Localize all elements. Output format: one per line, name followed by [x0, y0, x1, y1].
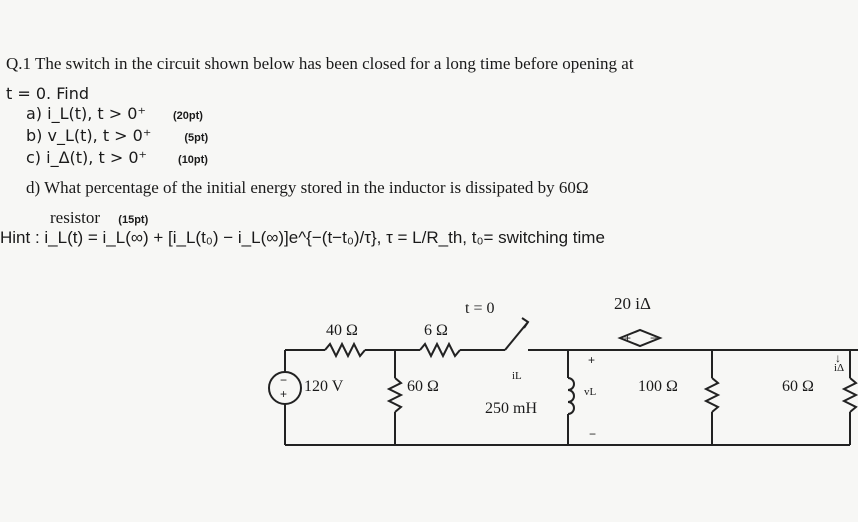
part-a-points: (20pt) — [173, 110, 203, 122]
r2-label: 6 Ω — [424, 322, 448, 339]
part-a-expr: i_L(t), t > 0⁺ — [47, 104, 146, 123]
resistor-6-ohm — [420, 344, 460, 356]
resistor-40-ohm — [325, 344, 365, 356]
svg-text:+: + — [624, 331, 632, 345]
part-d-points: (15pt) — [118, 214, 149, 226]
part-b-expr: v_L(t), t > 0⁺ — [47, 126, 152, 145]
idelta-label: iΔ — [834, 362, 845, 374]
part-c-points: (10pt) — [178, 154, 208, 166]
inductor-label: 250 mH — [485, 400, 537, 417]
part-b-points: (5pt) — [184, 132, 209, 144]
vl-label: vL — [584, 386, 597, 398]
part-c-label: c) — [26, 148, 42, 167]
svg-text:+: + — [588, 353, 596, 367]
part-c-expr: i_Δ(t), t > 0⁺ — [46, 148, 147, 167]
part-b-label: b) — [26, 126, 43, 145]
part-d-expr: What percentage of the initial energy stored in the inductor is dissipated by 60Ω — [44, 178, 589, 197]
hint: Hint : i_L(t) = i_L(∞) + [i_L(t₀) − i_L(∞)]e^{−(t−t₀)/τ}, τ = L/R_th, t₀= switching time — [0, 228, 605, 247]
part-d-label: d) — [26, 178, 41, 197]
switch-label: t = 0 — [465, 300, 495, 317]
resistor-60-ohm-left — [389, 378, 401, 412]
question-line-1: Q.1 The switch in the circuit shown below has been closed for a long time before opening at — [6, 54, 634, 73]
resistor-100-ohm — [706, 378, 718, 412]
svg-text:−: − — [280, 373, 288, 387]
il-label: iL — [512, 370, 522, 382]
r3-label: 60 Ω — [407, 378, 439, 395]
part-d-resistor: resistor — [50, 208, 101, 227]
inductor-coil — [568, 378, 574, 414]
part-a-label: a) — [26, 104, 43, 123]
svg-text:+: + — [280, 387, 288, 401]
r1-label: 40 Ω — [326, 322, 358, 339]
r5-label: 60 Ω — [782, 378, 814, 395]
r4-label: 100 Ω — [638, 378, 678, 395]
svg-text:−: − — [650, 331, 658, 345]
svg-text:↓: ↓ — [835, 351, 841, 365]
resistor-60-ohm-right — [844, 378, 856, 412]
source-label: 120 V — [304, 378, 344, 395]
svg-text:−: − — [589, 427, 597, 441]
dep-source-label: 20 iΔ — [614, 294, 651, 313]
question-line-2: t = 0. Find — [6, 84, 89, 103]
switch-arrow — [522, 318, 528, 328]
